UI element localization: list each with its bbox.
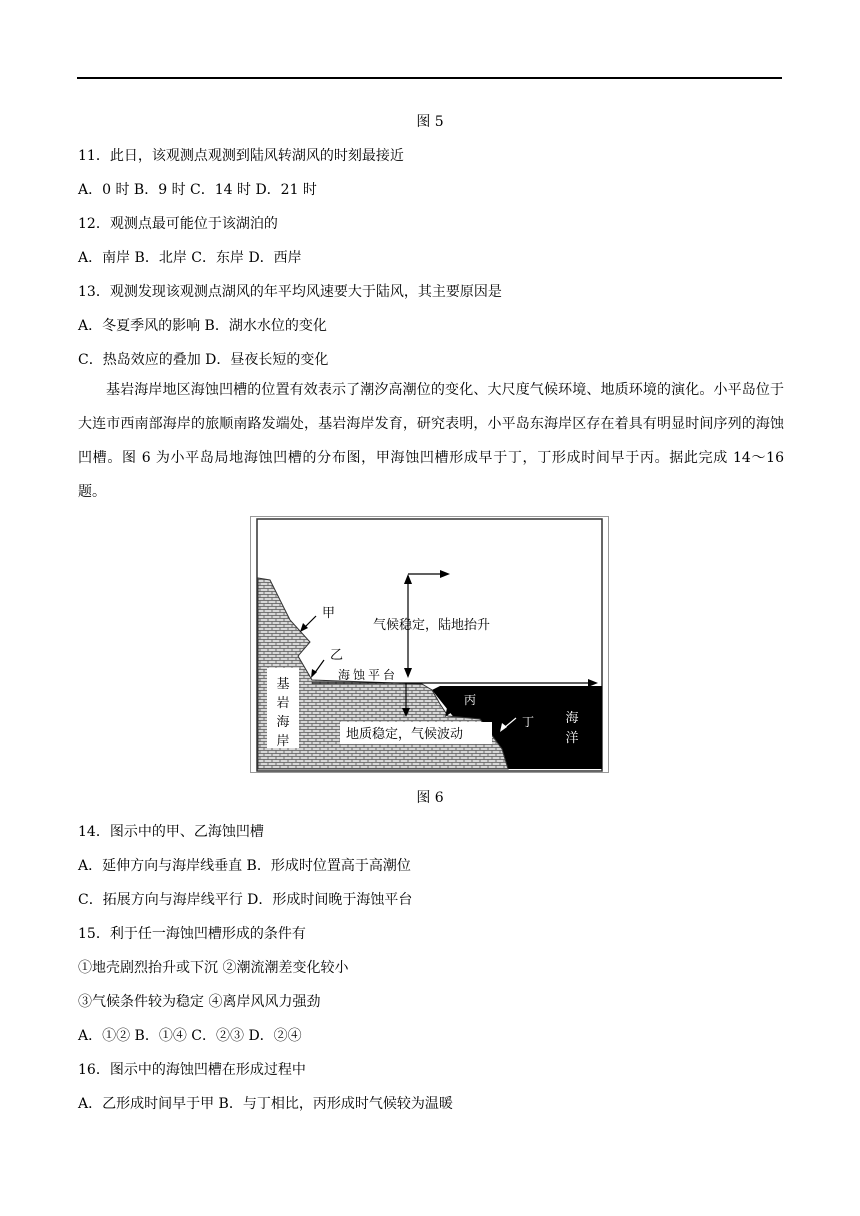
bedrock-char-2: 岩	[276, 695, 290, 710]
q15-choice-1: ①地壳剧烈抬升或下沉 ②潮流潮差变化较小	[78, 960, 349, 976]
label-geology: 地质稳定，气候波动	[346, 726, 464, 741]
q15-options: A．①② B．①④ C．②③ D．②④	[78, 1028, 302, 1044]
q13-options-2: C．热岛效应的叠加 D．昼夜长短的变化	[78, 352, 329, 368]
label-yi: 乙	[330, 647, 344, 662]
q11-options: A．0 时 B．9 时 C．14 时 D．21 时	[78, 182, 317, 198]
q11-stem: 11．此日，该观测点观测到陆风转湖风的时刻最接近	[78, 148, 404, 164]
header-rule	[77, 77, 782, 79]
q15-stem: 15．利于任一海蚀凹槽形成的条件有	[78, 926, 306, 942]
label-ocean-2: 洋	[565, 730, 579, 745]
q13-stem: 13．观测发现该观测点湖风的年平均风速要大于陆风，其主要原因是	[78, 284, 502, 300]
fig5-caption: 图 5	[416, 114, 444, 130]
bedrock-char-4: 岸	[276, 733, 290, 748]
label-jia: 甲	[322, 605, 336, 620]
q15-choice-2: ③气候条件较为稳定 ④离岸风风力强劲	[78, 994, 321, 1010]
q12-stem: 12．观测点最可能位于该湖泊的	[78, 216, 278, 232]
q14-stem: 14．图示中的甲、乙海蚀凹槽	[78, 824, 264, 840]
q12-options: A．南岸 B．北岸 C．东岸 D．西岸	[78, 250, 302, 266]
label-climate-uplift: 气候稳定，陆地抬升	[373, 617, 491, 632]
q13-options-1: A．冬夏季风的影响 B．湖水水位的变化	[78, 318, 327, 334]
label-ocean-1: 海	[565, 710, 579, 725]
fig6-caption: 图 6	[416, 790, 444, 806]
label-platform: 海 蚀 平 台	[338, 668, 396, 682]
q14-options-1: A．延伸方向与海岸线垂直 B．形成时位置高于高潮位	[78, 858, 411, 874]
bedrock-char-3: 海	[276, 714, 290, 729]
label-bing: 丙	[464, 693, 477, 707]
q16-options: A．乙形成时间早于甲 B．与丁相比，丙形成时气候较为温暖	[78, 1096, 453, 1112]
coastal-notch-diagram	[250, 516, 610, 774]
label-ding: 丁	[522, 715, 535, 729]
reading-passage: 基岩海岸地区海蚀凹槽的位置有效表示了潮汐高潮位的变化、大尺度气候环境、地质环境的演化。小平岛位于大连市西南部海岸的旅顺南路发端处，基岩海岸发育，研究表明，小平岛东海岸区存在着具有明显时间序列的海蚀凹槽。图 6 为小平岛局地海蚀凹槽的分布图，甲海蚀凹槽形成早于丁，丁形成时间早于丙。据此完成 14～16 题。	[78, 382, 784, 500]
q14-options-2: C．拓展方向与海岸线平行 D．形成时间晚于海蚀平台	[78, 892, 413, 908]
bedrock-char-1: 基	[276, 676, 290, 691]
q16-stem: 16．图示中的海蚀凹槽在形成过程中	[78, 1062, 306, 1078]
